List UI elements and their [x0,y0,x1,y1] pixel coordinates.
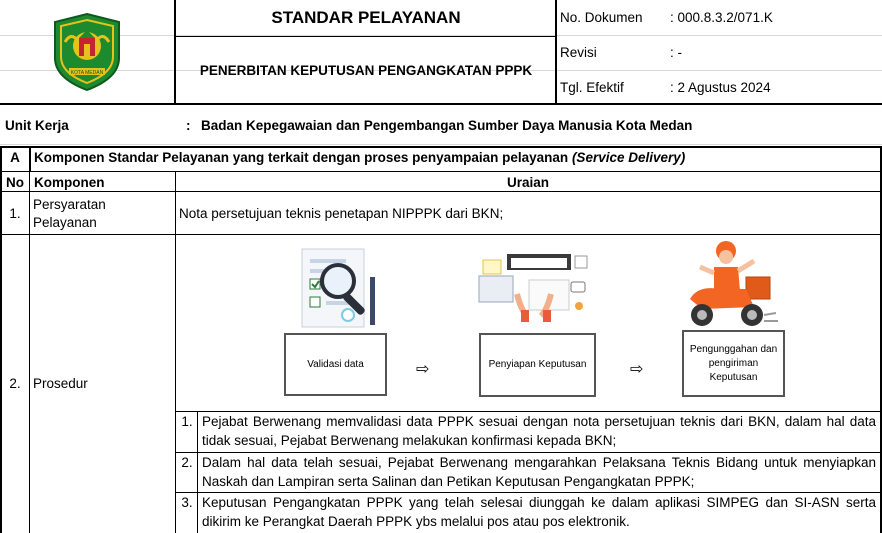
page-subtitle: PENERBITAN KEPUTUSAN PENGANGKATAN PPPK [199,63,533,78]
step-text: Keputusan Pengangkatan PPPK yang telah selesai diunggah ke dalam aplikasi SIMPEG dan SI-ASN serta dikirim ke Perangkat Daerah PPPK ybs melalui pos atau pos elektronik. [202,495,876,529]
meta-label-revisi: Revisi [560,45,597,60]
section-title [34,150,685,165]
meta-value-revisi: : - [670,45,682,60]
procedure-step-2 [178,453,880,491]
row1-komponen: Persyaratan Pelayanan [33,197,106,230]
unit-kerja-colon: : [186,118,191,133]
unit-kerja-value: Badan Kepegawaian dan Pengembangan Sumber Daya Manusia Kota Medan [201,118,693,133]
meta-value-no-dokumen: : 000.8.3.2/071.K [670,10,773,25]
col-header-uraian: Uraian [506,175,550,190]
step-number: 2. [181,455,193,470]
flow-step-penyiapan: Penyiapan Keputusan [479,333,596,397]
kota-medan-logo [51,12,123,92]
procedure-step-3 [178,493,880,531]
magnifier-document-icon [298,245,380,331]
step-number: 3. [181,495,193,510]
meta-value-tgl-efektif: : 2 Agustus 2024 [670,80,771,95]
header-block [0,0,882,105]
logo-lettering: KOTA MEDAN [70,70,104,76]
section-title-main: Komponen Standar Pelayanan yang terkait dengan proses penyampaian pelayanan [34,150,569,165]
computer-desk-icon [477,250,597,324]
meta-label-no-dokumen: No. Dokumen [560,10,643,25]
step-text: Dalam hal data telah sesuai, Pejabat Berwenang mengarahkan Pelaksana Teknis Bidang untuk menyiapkan Naskah dan Lampiran serta Salinan dan Petikan Keputusan Pengangkatan PPPK; [202,455,876,489]
steps-number-divider [197,411,198,533]
col-header-komponen: Komponen [34,175,105,190]
flow-step-validasi: Validasi data [284,333,387,396]
step-text: Pejabat Berwenang memvalidasi data PPPK sesuai dengan nota persetujuan teknis dari BKN, dalam hal data tidak sesuai, Pejabat Berwenang melakukan konfirmasi kepada BKN; [202,414,876,448]
section-title-italic: (Service Delivery) [571,150,686,165]
row1-uraian: Nota persetujuan teknis penetapan NIPPPK dari BKN; [179,206,504,221]
flow-arrow-icon: ⇨ [416,361,430,378]
page-title: STANDAR PELAYANAN [271,8,461,27]
logo-cell [0,0,175,105]
step-number: 1. [181,414,193,429]
gridline [0,144,882,145]
section-letter: A [10,150,20,165]
row2-komponen: Prosedur [33,376,88,391]
col-header-no: No [6,175,24,190]
flow-arrow-icon: ⇨ [630,361,644,378]
delivery-scooter-icon [680,237,780,333]
header-bottom-line [0,103,175,105]
procedure-step-1 [178,412,880,450]
row1-no: 1. [9,206,21,221]
title-divider [174,36,556,37]
flow-step-pengunggahan: Pengunggahan dan pengiriman Keputusan [682,330,785,397]
unit-kerja-label: Unit Kerja [5,118,69,133]
meta-label-tgl-efektif: Tgl. Efektif [560,80,624,95]
meta-bottom [555,103,882,105]
row2-no: 2. [9,376,21,391]
